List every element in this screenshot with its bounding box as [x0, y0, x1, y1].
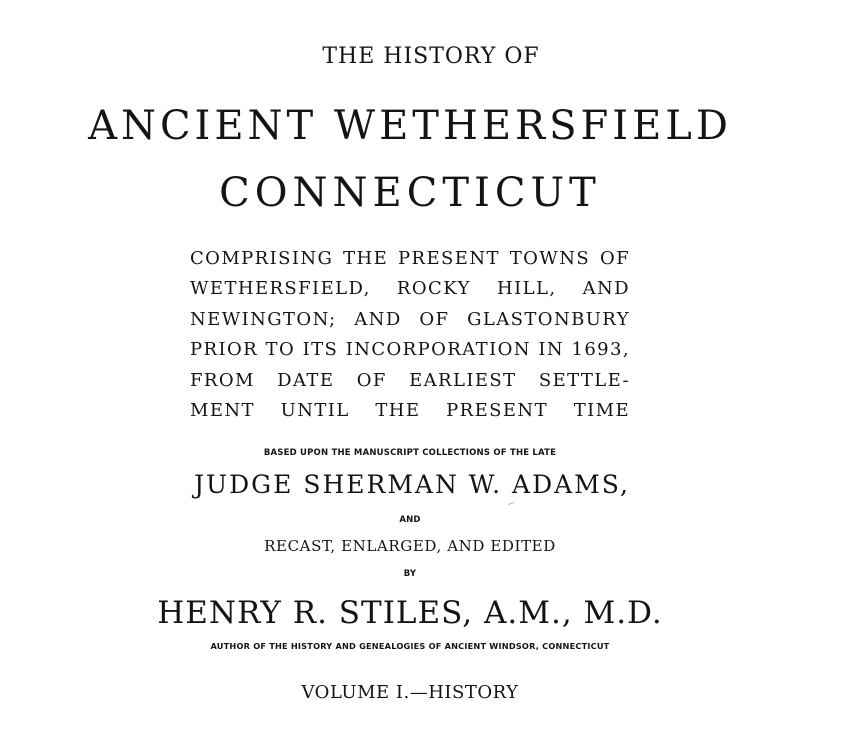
description-word: THE — [375, 400, 421, 422]
description-word: HILL, — [497, 278, 557, 300]
description-line — [190, 366, 630, 396]
description-word: AND — [582, 278, 630, 300]
description-word: IN — [538, 339, 565, 361]
description-word: INCORPORATION — [345, 339, 531, 361]
description-word: MENT — [190, 400, 255, 422]
description-word: ITS — [302, 339, 339, 361]
by-connector: BY — [403, 569, 417, 579]
description-word: DATE — [277, 369, 335, 391]
description-word: SETTLE- — [538, 369, 630, 391]
description-line — [190, 335, 630, 365]
description-word: GLASTONBURY — [467, 308, 630, 330]
author-description: AUTHOR OF THE HISTORY AND GENEALOGIES OF ANCIENT WINDSOR, CONNECTICUT — [210, 641, 610, 651]
description-word: PRESENT — [446, 400, 548, 422]
description-line — [190, 244, 630, 274]
recast-line: RECAST, ENLARGED, AND EDITED — [264, 537, 556, 555]
print-speck — [508, 502, 514, 505]
description-word: PRESENT — [398, 248, 500, 269]
main-title-line-2: CONNECTICUT — [219, 170, 601, 216]
description-word: FROM — [190, 369, 255, 391]
description-word: ROCKY — [396, 278, 471, 300]
and-connector: AND — [399, 515, 421, 525]
description-word: AND — [354, 308, 402, 330]
main-title-line-1: ANCIENT WETHERSFIELD — [88, 103, 732, 149]
description-word: PRIOR — [190, 339, 259, 361]
description-word: UNTIL — [280, 400, 350, 422]
pre-title: THE HISTORY OF — [322, 44, 540, 69]
volume-label — [250, 682, 570, 703]
description-word: TIME — [573, 400, 630, 422]
description-word: 1693, — [571, 339, 630, 361]
description-word: WETHERSFIELD, — [190, 278, 371, 300]
description-word: NEWINGTON; — [190, 308, 337, 330]
author-name: HENRY R. STILES, A.M., M.D. — [157, 595, 663, 631]
description-line — [190, 274, 630, 304]
description-word: OF — [599, 248, 630, 269]
description-line — [190, 396, 630, 426]
description-word: EARLIEST — [409, 369, 517, 391]
description-line — [190, 305, 630, 335]
subtitle-description — [190, 244, 630, 426]
volume-text: VOLUME I.—HISTORY — [301, 682, 519, 703]
description-word: OF — [356, 369, 387, 391]
description-word: COMPRISING — [190, 248, 334, 269]
description-word: THE — [343, 248, 389, 269]
description-word: OF — [419, 308, 450, 330]
based-on-line: BASED UPON THE MANUSCRIPT COLLECTIONS OF THE LATE — [263, 448, 557, 458]
collector-name: JUDGE SHERMAN W. ADAMS, — [194, 470, 630, 499]
description-word: TOWNS — [509, 248, 591, 269]
description-word: TO — [265, 339, 296, 361]
